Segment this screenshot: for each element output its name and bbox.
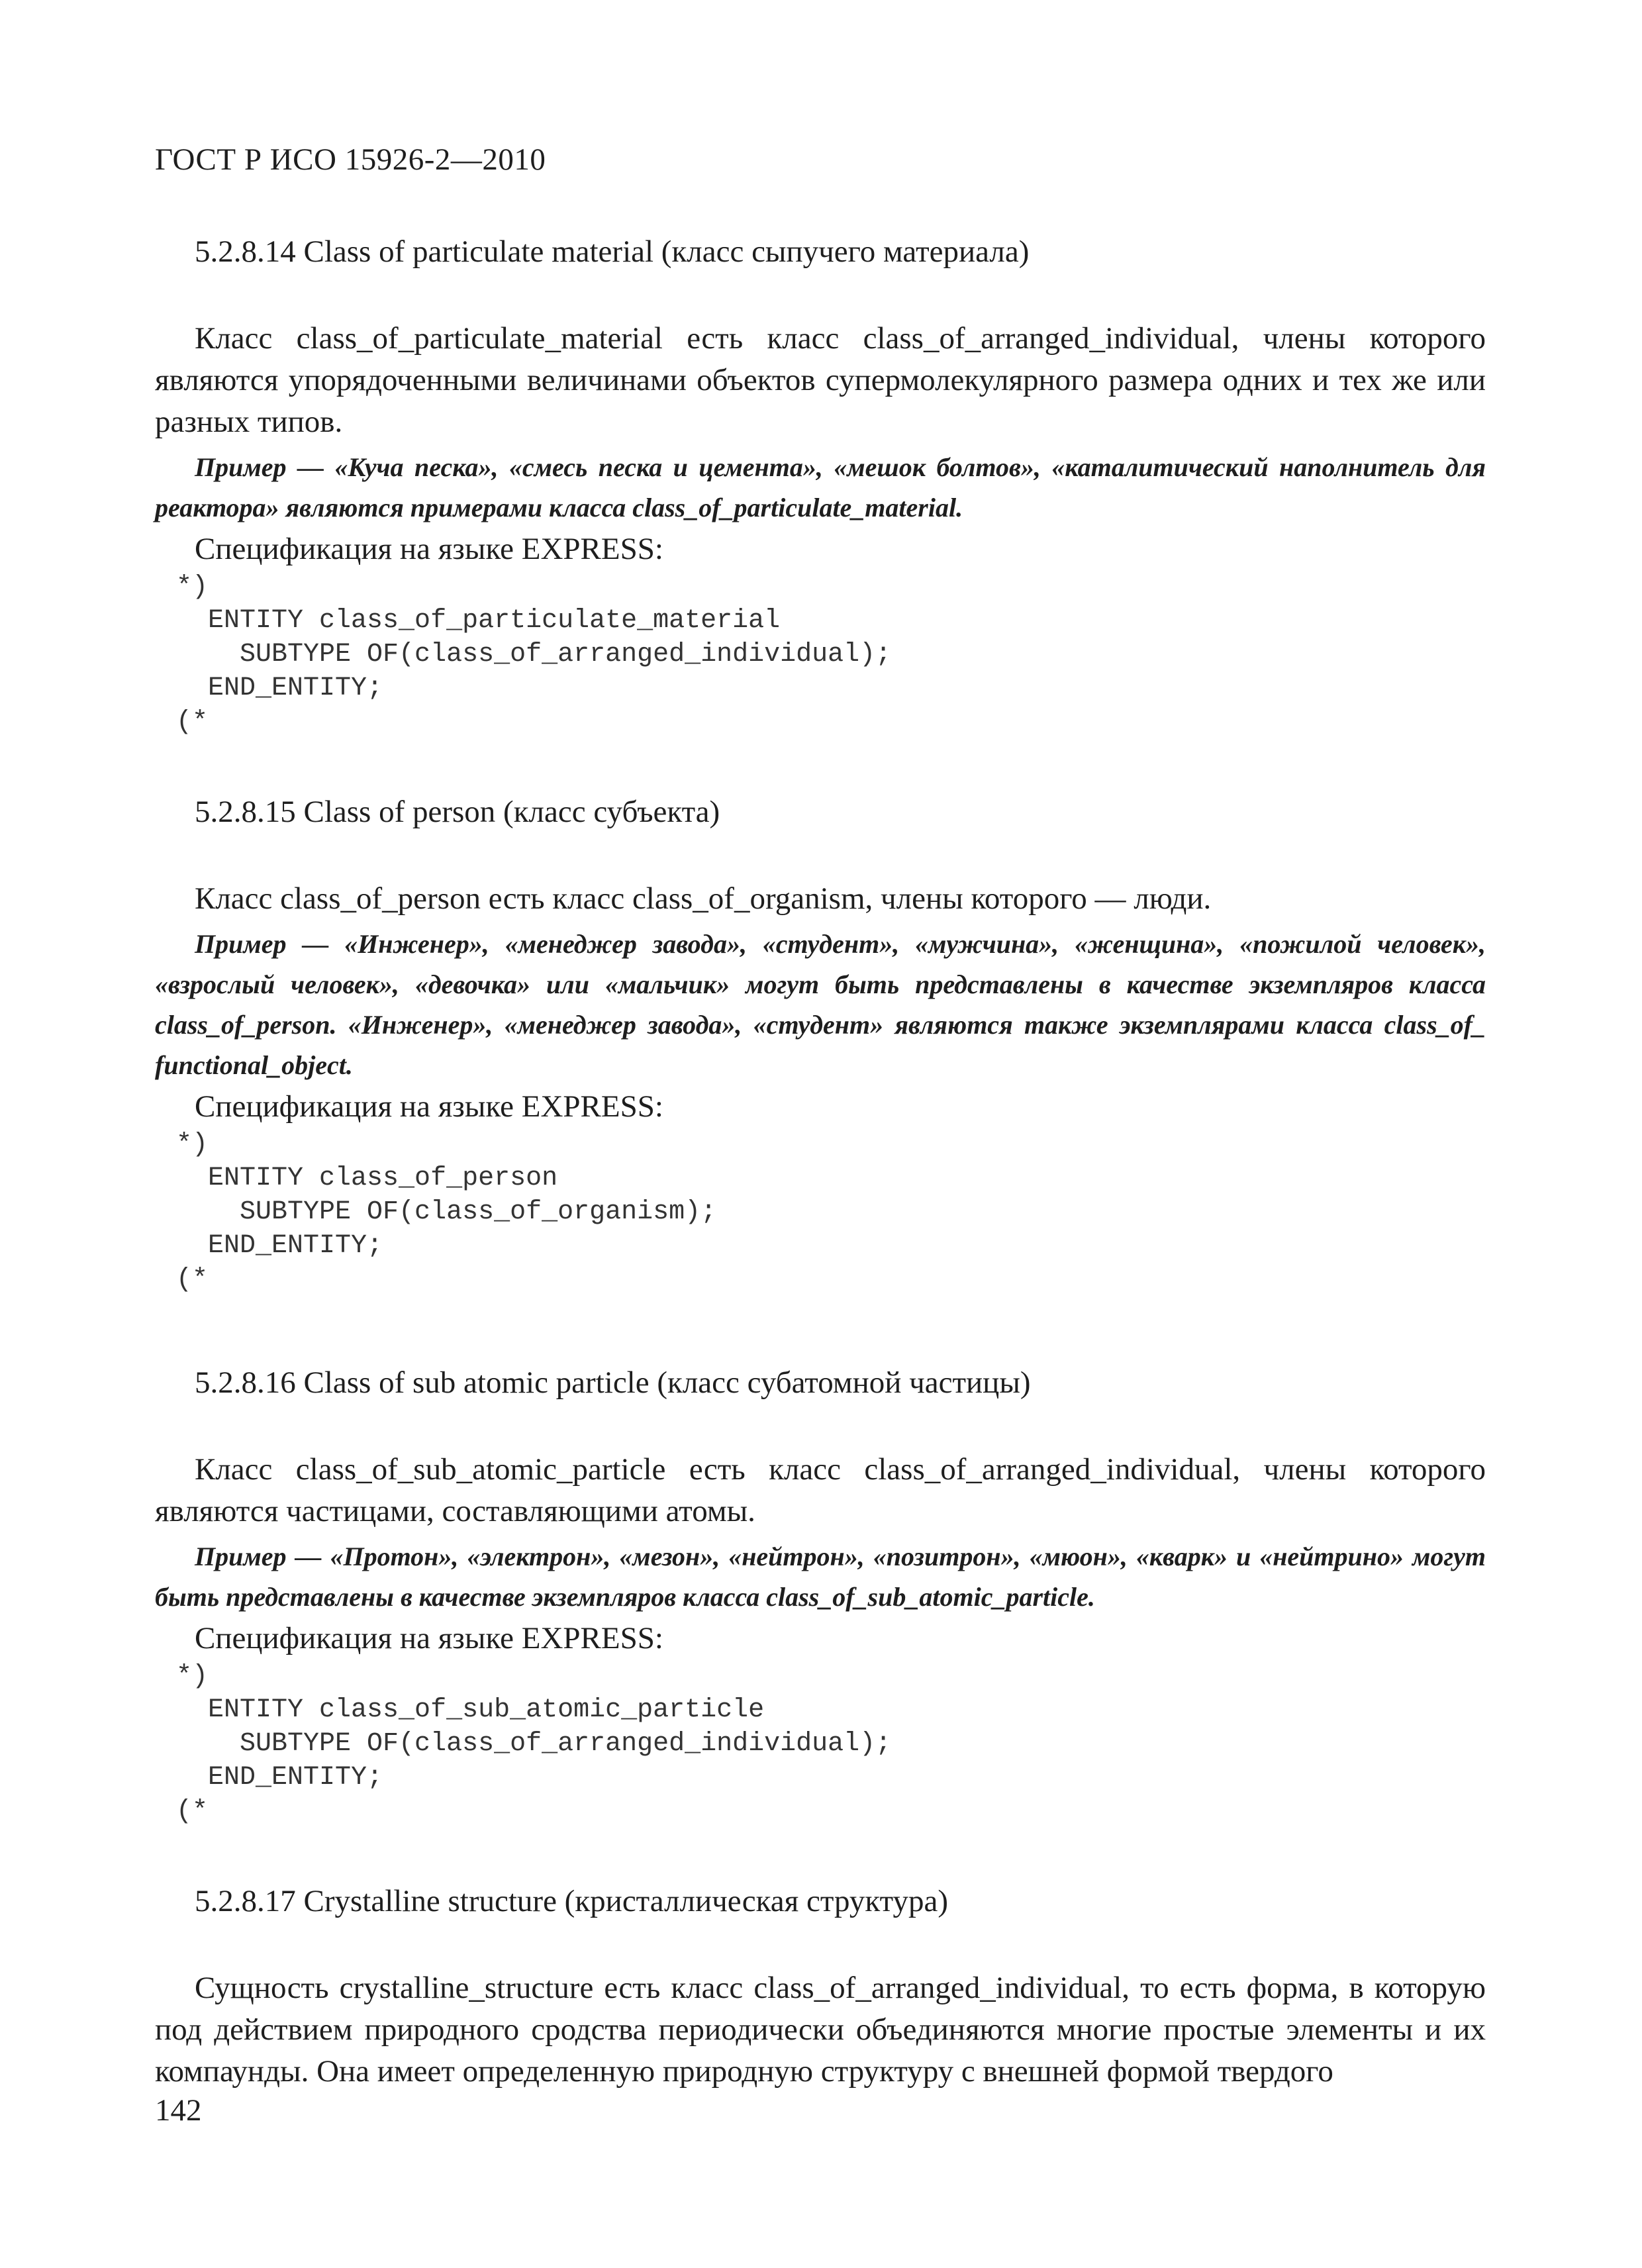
body-paragraph: Класс class_of_person есть класс class_of_organism, члены которого — люди. — [195, 881, 1212, 916]
spec-label: Спецификация на языке EXPRESS: — [195, 1089, 663, 1124]
spec-label: Спецификация на языке EXPRESS: — [195, 1621, 663, 1655]
example-note: Пример — «Инженер», «менеджер завода», «студент», «мужчина», «женщина», «пожилой человек», «взрослый человек», «девочка» или «мальчик» могут быть представлены в качестве экземпляров класса class_of_person. «Инженер», «менеджер завода», «студент» являются также экземплярами класса class_of_ functional_object. — [155, 929, 1486, 1080]
express-code-block: *) ENTITY class_of_person SUBTYPE OF(class_of_organism); END_ENTITY; (* — [176, 1130, 717, 1295]
section-heading: 5.2.8.15 Class of person (класс субъекта) — [195, 795, 720, 829]
section-5-2-8-15 — [155, 792, 1486, 1297]
body-paragraph: Класс class_of_sub_atomic_particle есть класс class_of_arranged_individual, члены которого являются частицами, составляющими атомы. — [155, 1452, 1486, 1528]
express-code-block: *) ENTITY class_of_particulate_material SUBTYPE OF(class_of_arranged_individual); END_ENTITY; (* — [176, 572, 892, 737]
body-paragraph: Сущность crystalline_structure есть класс class_of_arranged_individual, то есть форма, в которую под действием природного сродства периодически объединяются многие простые элементы и их компаунды. Она имеет определенную природную структуру с внешней формой твердого — [155, 1971, 1486, 2089]
page-header: ГОСТ Р ИСО 15926-2—2010 — [155, 142, 546, 177]
section-heading: 5.2.8.14 Class of particulate material (класс сыпучего материала) — [195, 234, 1030, 269]
example-note: Пример — «Протон», «электрон», «мезон», «нейтрон», «позитрон», «мюон», «кварк» и «нейтрино» могут быть представлены в качестве экземпляров класса class_of_sub_atomic_particle. — [155, 1542, 1486, 1612]
section-heading: 5.2.8.17 Crystalline structure (кристаллическая структура) — [195, 1884, 949, 1918]
spec-label: Спецификация на языке EXPRESS: — [195, 532, 663, 566]
body-paragraph: Класс class_of_particulate_material есть класс class_of_arranged_individual, члены которого являются упорядоченными величинами объектов супермолекулярного размера одних и тех же или разных типов. — [155, 321, 1486, 439]
section-5-2-8-14 — [155, 232, 1486, 739]
section-heading: 5.2.8.16 Class of sub atomic particle (класс субатомной частицы) — [195, 1365, 1031, 1400]
section-5-2-8-16 — [155, 1363, 1486, 1828]
page-number: 142 — [155, 2093, 202, 2128]
example-note: Пример — «Куча песка», «смесь песка и цемента», «мешок болтов», «каталитический наполнитель для реактора» являются примерами класса class_of_particulate_material. — [155, 452, 1486, 522]
document-body — [155, 232, 1486, 2093]
section-5-2-8-17 — [155, 1881, 1486, 2093]
express-code-block: *) ENTITY class_of_sub_atomic_particle SUBTYPE OF(class_of_arranged_individual); END_ENTITY; (* — [176, 1661, 892, 1826]
